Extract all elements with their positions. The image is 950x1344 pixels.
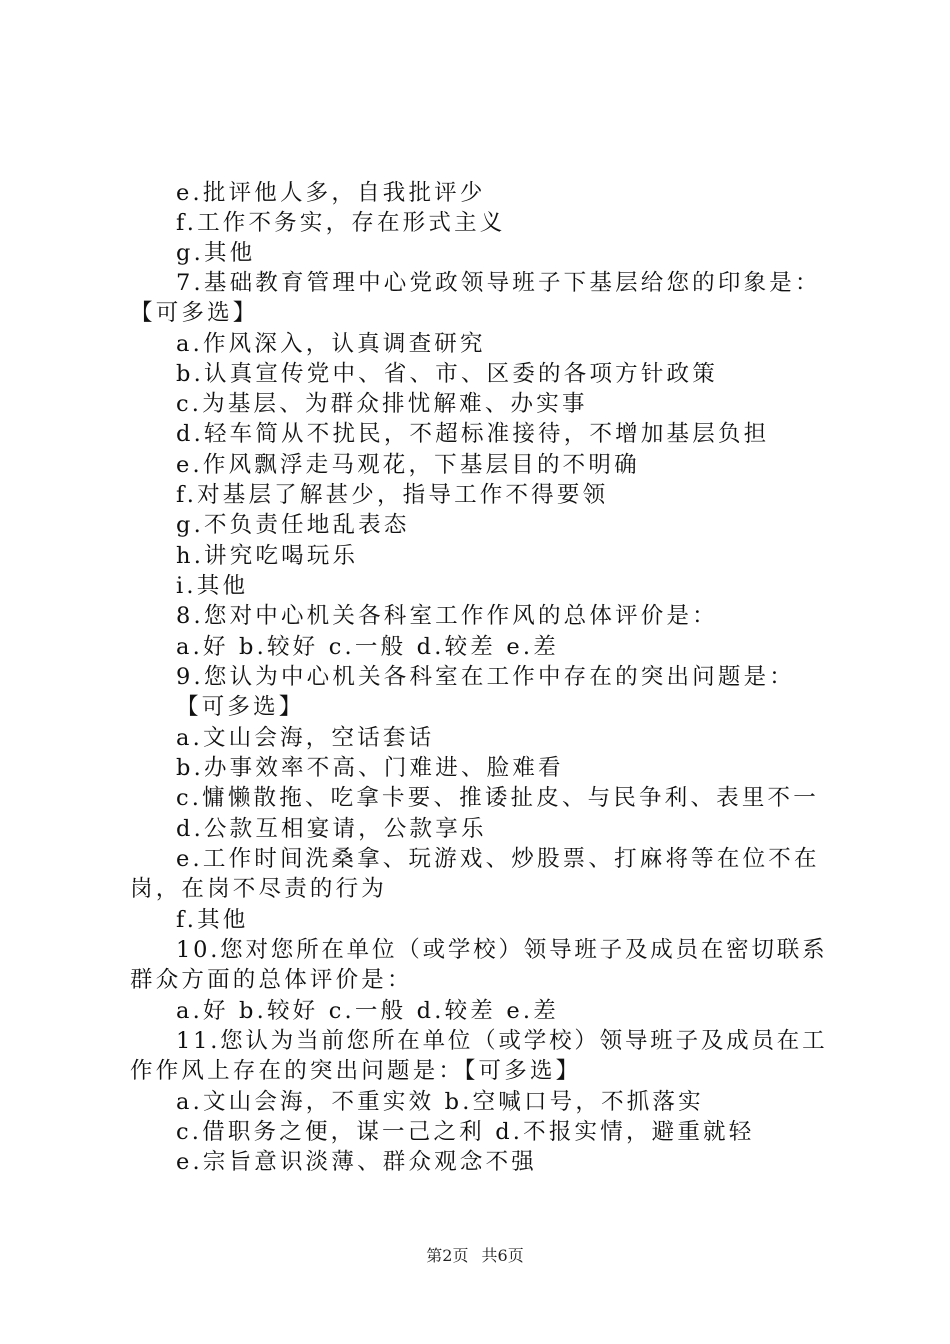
text-line: h.讲究吃喝玩乐	[176, 543, 359, 569]
text-line: c.慵懒散拖、吃拿卡要、推诿扯皮、与民争利、表里不一	[176, 785, 819, 811]
text-line: d.公款互相宴请，公款享乐	[176, 816, 487, 842]
text-line: a.文山会海，不重实效 b.空喊口号，不抓落实	[176, 1089, 704, 1115]
question-7: 7.基础教育管理中心党政领导班子下基层给您的印象是：	[176, 270, 821, 296]
text-line: 作作风上存在的突出问题是：【可多选】	[130, 1058, 582, 1084]
text-line: 群众方面的总体评价是：	[130, 967, 413, 993]
text-line: e.工作时间洗桑拿、玩游戏、炒股票、打麻将等在位不在	[176, 846, 820, 872]
text-line: e.作风飘浮走马观花，下基层目的不明确	[176, 452, 640, 478]
text-line: f.其他	[176, 907, 249, 933]
text-line: f.对基层了解甚少，指导工作不得要领	[176, 482, 609, 508]
text-line: i.其他	[176, 573, 249, 599]
text-line: f.工作不务实，存在形式主义	[176, 210, 506, 236]
text-line: b.认真宣传党中、省、市、区委的各项方针政策	[176, 361, 718, 387]
text-line: 【可多选】	[176, 694, 305, 720]
text-line: g.不负责任地乱表态	[176, 512, 410, 538]
text-line: 【可多选】	[130, 300, 259, 326]
text-line: d.轻车简从不扰民，不超标准接待，不增加基层负担	[176, 421, 770, 447]
text-line: e.宗旨意识淡薄、群众观念不强	[176, 1149, 537, 1175]
text-line: c.为基层、为群众排忧解难、办实事	[176, 391, 588, 417]
text-line: a.作风深入，认真调查研究	[176, 331, 486, 357]
text-line: a.好 b.较好 c.一般 d.较差 e.差	[176, 998, 559, 1024]
text-line: c.借职务之便，谋一己之利 d.不报实情，避重就轻	[176, 1119, 755, 1145]
question-11: 11.您认为当前您所在单位（或学校）领导班子及成员在工	[176, 1028, 828, 1054]
question-8: 8.您对中心机关各科室工作作风的总体评价是：	[176, 603, 718, 629]
question-9: 9.您认为中心机关各科室在工作中存在的突出问题是：	[176, 664, 795, 690]
text-line: 岗，在岗不尽责的行为	[130, 876, 388, 902]
question-10: 10.您对您所在单位（或学校）领导班子及成员在密切联系	[176, 937, 828, 963]
text-line: b.办事效率不高、门难进、脸难看	[176, 755, 564, 781]
page-number: 第2页	[426, 1246, 469, 1265]
text-line: a.好 b.较好 c.一般 d.较差 e.差	[176, 634, 559, 660]
text-line: e.批评他人多，自我批评少	[176, 180, 486, 206]
page-footer	[0, 1243, 950, 1266]
page-total: 共6页	[481, 1246, 524, 1265]
text-line: a.文山会海，空话套话	[176, 725, 435, 751]
text-line: g.其他	[176, 240, 256, 266]
